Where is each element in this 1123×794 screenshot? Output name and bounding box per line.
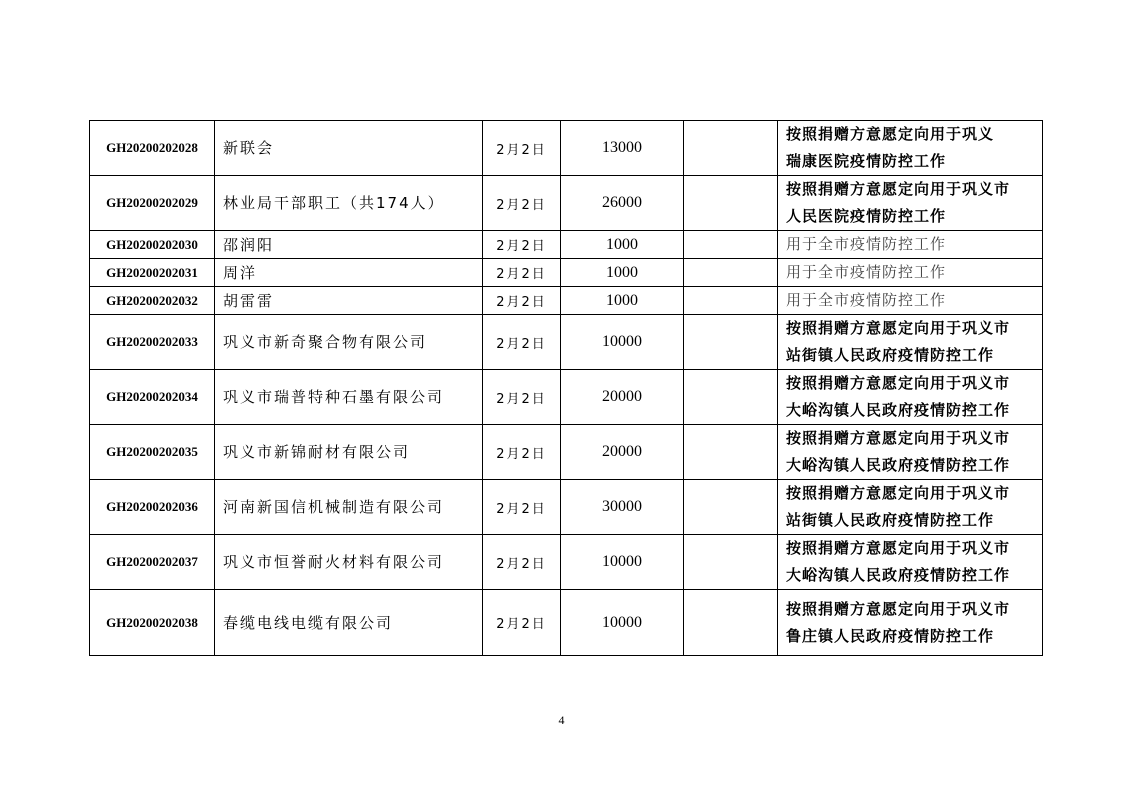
donation-use-line: 按照捐赠方意愿定向用于巩义市	[786, 374, 1011, 392]
donation-id-cell: GH20200202037	[90, 535, 215, 590]
blank-cell	[684, 121, 778, 176]
donor-name-cell: 巩义市新奇聚合物有限公司	[215, 315, 483, 370]
table-row	[90, 176, 1043, 231]
donation-use-line: 用于全市疫情防控工作	[786, 235, 947, 253]
donor-name-cell: 周洋	[215, 259, 483, 287]
table-row	[90, 231, 1043, 259]
donation-use-line: 站街镇人民政府疫情防控工作	[786, 511, 995, 529]
donor-name-cell: 河南新国信机械制造有限公司	[215, 480, 483, 535]
donation-use-line: 大峪沟镇人民政府疫情防控工作	[786, 401, 1011, 419]
donation-use-line: 按照捐赠方意愿定向用于巩义	[786, 125, 995, 143]
blank-cell	[684, 480, 778, 535]
donation-date-cell: 2月2日	[483, 287, 561, 315]
donation-amount-cell: 10000	[561, 315, 684, 370]
donation-use-cell	[778, 231, 1043, 259]
donation-date-cell: 2月2日	[483, 231, 561, 259]
donation-use-cell	[778, 370, 1043, 425]
table-row	[90, 315, 1043, 370]
donation-date-cell: 2月2日	[483, 370, 561, 425]
donation-use-line: 站街镇人民政府疫情防控工作	[786, 346, 995, 364]
donation-use-cell	[778, 590, 1043, 656]
donation-amount-cell: 26000	[561, 176, 684, 231]
donation-amount-cell: 20000	[561, 425, 684, 480]
donation-id-cell: GH20200202038	[90, 590, 215, 656]
donation-id-cell: GH20200202034	[90, 370, 215, 425]
donor-name-cell: 巩义市新锦耐材有限公司	[215, 425, 483, 480]
donation-table	[89, 120, 1043, 656]
donation-amount-cell: 30000	[561, 480, 684, 535]
donor-name-cell: 新联会	[215, 121, 483, 176]
donation-date-cell: 2月2日	[483, 480, 561, 535]
donation-use-cell	[778, 480, 1043, 535]
donation-amount-cell: 13000	[561, 121, 684, 176]
donor-name-cell: 林业局干部职工（共174人）	[215, 176, 483, 231]
donation-date-cell: 2月2日	[483, 121, 561, 176]
donation-use-cell	[778, 535, 1043, 590]
table-row	[90, 121, 1043, 176]
donation-use-line: 大峪沟镇人民政府疫情防控工作	[786, 566, 1011, 584]
donation-amount-cell: 1000	[561, 231, 684, 259]
donation-amount-cell: 10000	[561, 590, 684, 656]
blank-cell	[684, 231, 778, 259]
blank-cell	[684, 590, 778, 656]
donation-use-line: 用于全市疫情防控工作	[786, 263, 947, 281]
page-number: 4	[558, 713, 565, 727]
table-row	[90, 590, 1043, 656]
donation-use-line: 大峪沟镇人民政府疫情防控工作	[786, 456, 1011, 474]
donation-use-cell	[778, 176, 1043, 231]
donation-date-cell: 2月2日	[483, 259, 561, 287]
donor-name-cell: 巩义市恒誉耐火材料有限公司	[215, 535, 483, 590]
donation-id-cell: GH20200202033	[90, 315, 215, 370]
table-row	[90, 370, 1043, 425]
blank-cell	[684, 315, 778, 370]
donation-amount-cell: 1000	[561, 287, 684, 315]
donation-use-cell	[778, 425, 1043, 480]
donation-id-cell: GH20200202029	[90, 176, 215, 231]
blank-cell	[684, 535, 778, 590]
donation-use-cell	[778, 259, 1043, 287]
donor-name-cell: 巩义市瑞普特种石墨有限公司	[215, 370, 483, 425]
donation-use-line: 按照捐赠方意愿定向用于巩义市	[786, 319, 1011, 337]
donation-amount-cell: 10000	[561, 535, 684, 590]
table-row	[90, 480, 1043, 535]
donation-id-cell: GH20200202028	[90, 121, 215, 176]
blank-cell	[684, 425, 778, 480]
donation-date-cell: 2月2日	[483, 535, 561, 590]
donation-id-cell: GH20200202030	[90, 231, 215, 259]
blank-cell	[684, 176, 778, 231]
donation-id-cell: GH20200202035	[90, 425, 215, 480]
donation-use-line: 按照捐赠方意愿定向用于巩义市	[786, 484, 1011, 502]
donation-id-cell: GH20200202031	[90, 259, 215, 287]
table-row	[90, 425, 1043, 480]
donation-id-cell: GH20200202032	[90, 287, 215, 315]
donation-amount-cell: 20000	[561, 370, 684, 425]
donation-date-cell: 2月2日	[483, 590, 561, 656]
donation-use-line: 用于全市疫情防控工作	[786, 291, 947, 309]
donation-amount-cell: 1000	[561, 259, 684, 287]
donation-use-line: 鲁庄镇人民政府疫情防控工作	[786, 626, 995, 645]
donation-use-line: 瑞康医院疫情防控工作	[786, 152, 947, 170]
donation-id-cell: GH20200202036	[90, 480, 215, 535]
donation-use-cell	[778, 315, 1043, 370]
donation-date-cell: 2月2日	[483, 425, 561, 480]
donation-use-cell	[778, 121, 1043, 176]
table-row	[90, 259, 1043, 287]
blank-cell	[684, 259, 778, 287]
donation-use-line: 按照捐赠方意愿定向用于巩义市	[786, 429, 1011, 447]
donation-use-line: 人民医院疫情防控工作	[786, 207, 947, 225]
donation-date-cell: 2月2日	[483, 315, 561, 370]
blank-cell	[684, 287, 778, 315]
donor-name-cell: 春缆电线电缆有限公司	[215, 590, 483, 656]
donation-use-cell	[778, 287, 1043, 315]
donor-name-cell: 胡雷雷	[215, 287, 483, 315]
table-row	[90, 535, 1043, 590]
blank-cell	[684, 370, 778, 425]
donation-table-body	[90, 121, 1043, 656]
donation-use-line: 按照捐赠方意愿定向用于巩义市	[786, 599, 1011, 618]
donation-date-cell: 2月2日	[483, 176, 561, 231]
donation-use-line: 按照捐赠方意愿定向用于巩义市	[786, 539, 1011, 557]
table-row	[90, 287, 1043, 315]
donor-name-cell: 邵润阳	[215, 231, 483, 259]
donation-use-line: 按照捐赠方意愿定向用于巩义市	[786, 180, 1011, 198]
